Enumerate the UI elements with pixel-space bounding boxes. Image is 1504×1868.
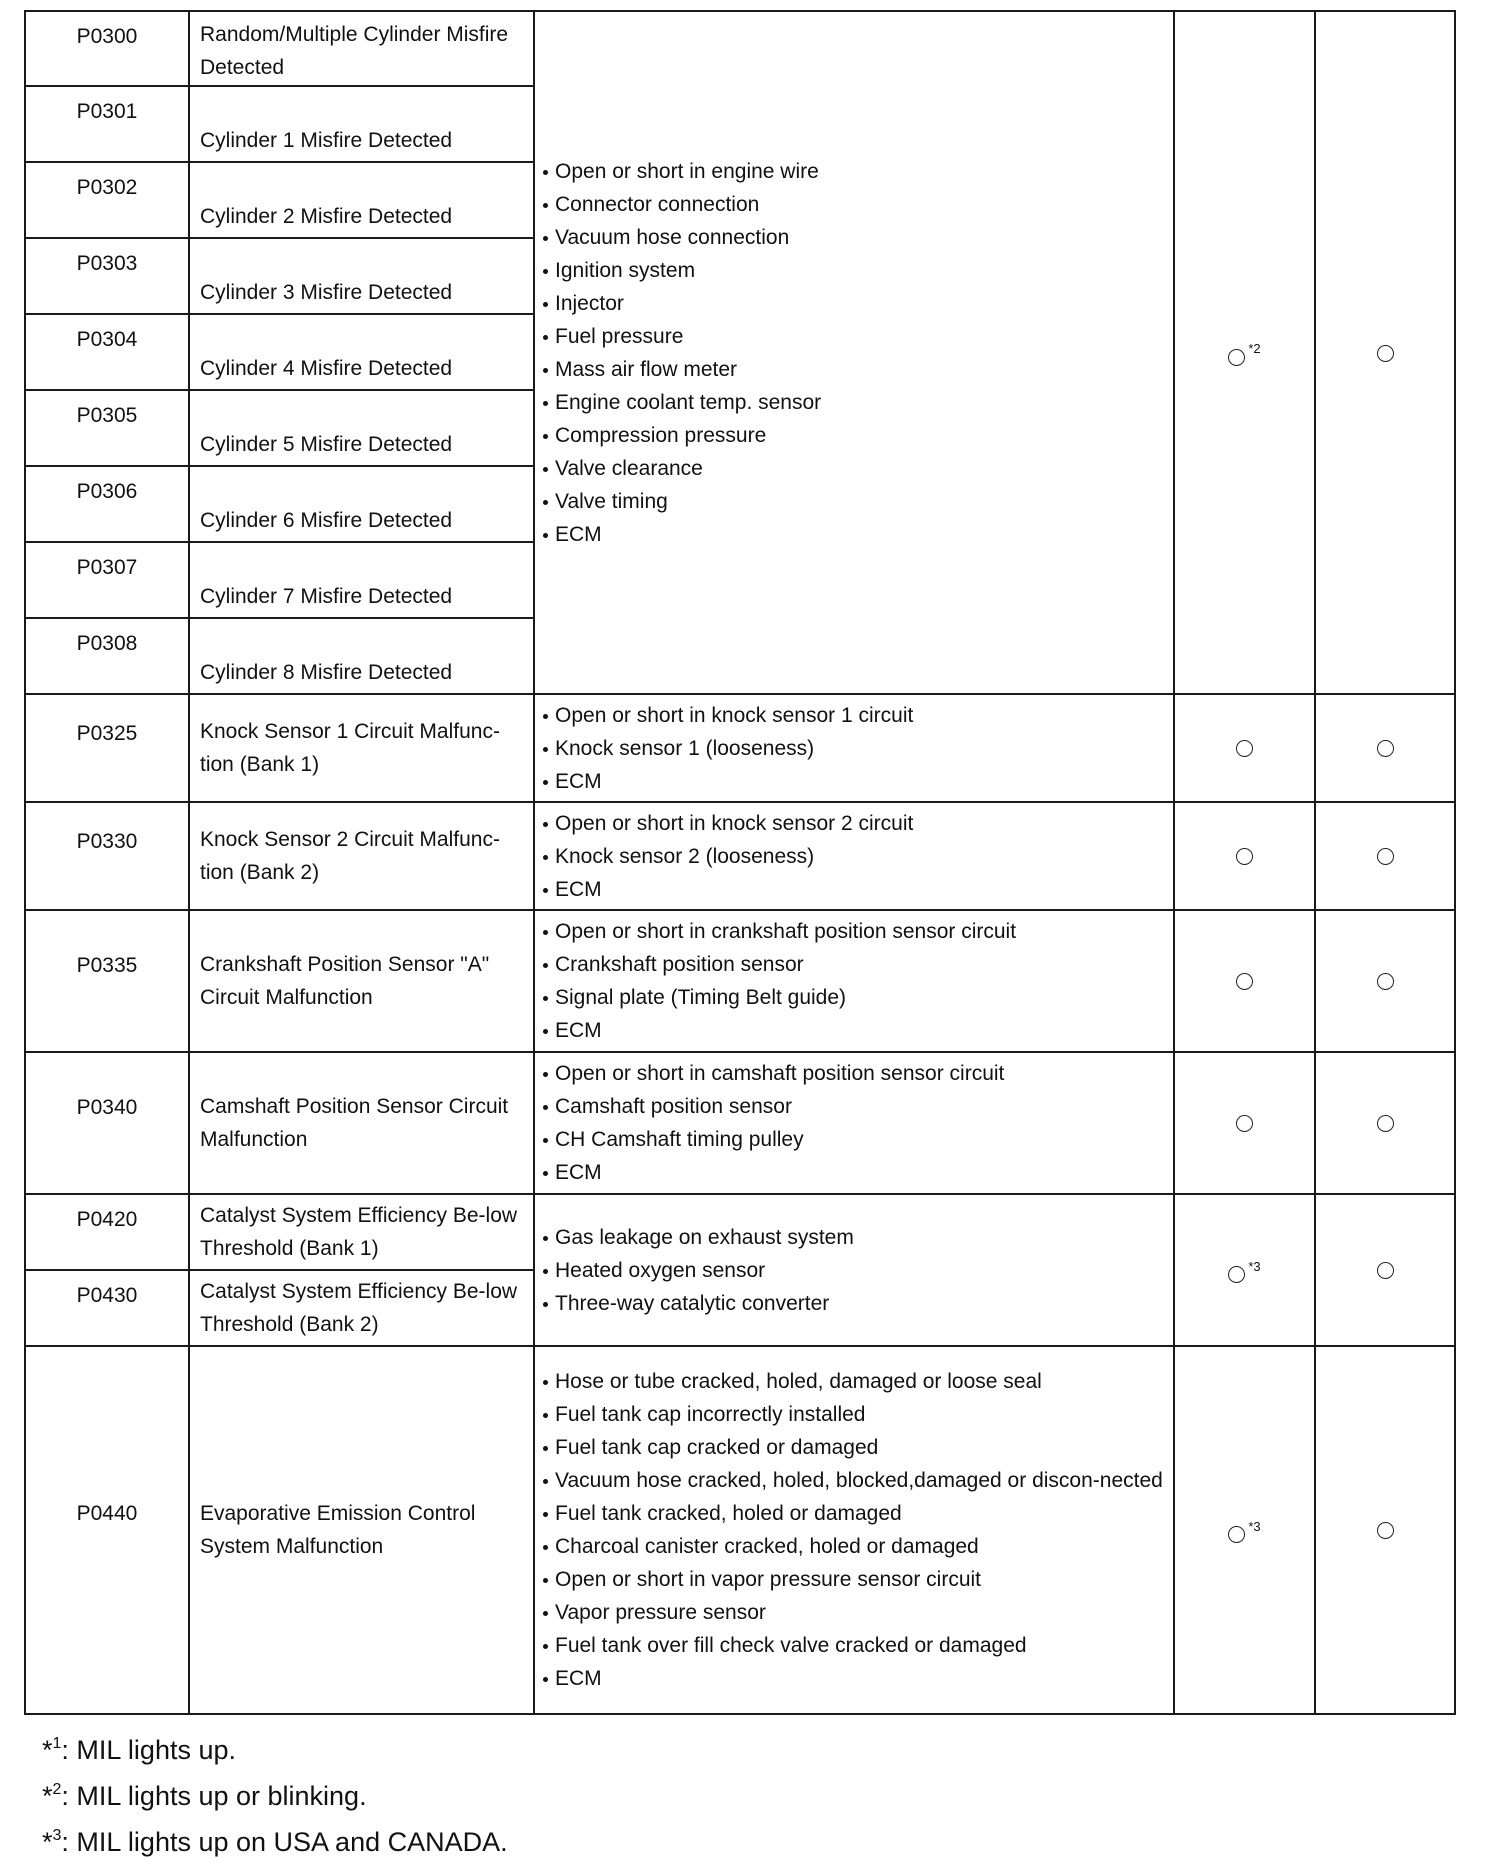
- circle-icon: [1236, 1115, 1253, 1132]
- trouble-area-cell: [534, 910, 1174, 1052]
- mil-mark: [1174, 1194, 1315, 1346]
- footnote: [42, 1816, 508, 1862]
- table-row: [25, 1052, 1455, 1194]
- footnote-text: : MIL lights up or blinking.: [61, 1781, 367, 1811]
- trouble-area-item: Vacuum hose cracked, holed, blocked,damaged or discon-nected: [541, 1464, 1163, 1497]
- note-reference: *3: [1248, 1258, 1261, 1274]
- footnote: [42, 1724, 508, 1770]
- trouble-area-item: Mass air flow meter: [541, 353, 1163, 386]
- trouble-area-item: Engine coolant temp. sensor: [541, 386, 1163, 419]
- circle-icon: [1236, 973, 1253, 990]
- circle-icon: [1228, 1266, 1245, 1283]
- mil-mark: [1174, 11, 1315, 694]
- circle-icon: [1377, 1262, 1394, 1279]
- trouble-area-item: Open or short in vapor pressure sensor circuit: [541, 1563, 1163, 1596]
- mil-mark: [1174, 694, 1315, 802]
- dtc-code: P0335: [25, 910, 189, 1052]
- memory-mark: [1315, 1194, 1455, 1346]
- trouble-area-item: Signal plate (Timing Belt guide): [541, 981, 1163, 1014]
- trouble-area-cell: [534, 1052, 1174, 1194]
- dtc-code: P0325: [25, 694, 189, 802]
- trouble-area-cell: [534, 11, 1174, 694]
- note-reference: *3: [1248, 1518, 1261, 1534]
- mil-mark: [1174, 1052, 1315, 1194]
- trouble-area-item: Knock sensor 2 (looseness): [541, 840, 1163, 873]
- trouble-area-item: Connector connection: [541, 188, 1163, 221]
- circle-icon: [1377, 973, 1394, 990]
- detection-item: Camshaft Position Sensor Circuit Malfunction: [189, 1052, 534, 1194]
- footnotes: [42, 1724, 508, 1862]
- detection-item: Cylinder 7 Misfire Detected: [189, 542, 534, 618]
- table-row: [25, 694, 1455, 802]
- trouble-area-item: Open or short in engine wire: [541, 155, 1163, 188]
- circle-icon: [1377, 1522, 1394, 1539]
- memory-mark: [1315, 1052, 1455, 1194]
- trouble-area-item: Valve timing: [541, 485, 1163, 518]
- detection-item: Catalyst System Efficiency Be-low Threshold (Bank 2): [189, 1270, 534, 1346]
- circle-icon: [1228, 349, 1245, 366]
- trouble-area-cell: [534, 1346, 1174, 1714]
- trouble-area-cell: [534, 694, 1174, 802]
- trouble-area-item: Fuel pressure: [541, 320, 1163, 353]
- detection-item: Cylinder 3 Misfire Detected: [189, 238, 534, 314]
- dtc-code: P0301: [25, 86, 189, 162]
- trouble-area-item: Injector: [541, 287, 1163, 320]
- detection-item: Knock Sensor 1 Circuit Malfunc-tion (Bank 1): [189, 694, 534, 802]
- trouble-area-item: Open or short in crankshaft position sensor circuit: [541, 915, 1163, 948]
- footnote-mark: *: [42, 1781, 53, 1811]
- circle-icon: [1377, 345, 1394, 362]
- trouble-area-cell: [534, 1194, 1174, 1346]
- trouble-area-item: ECM: [541, 873, 1163, 906]
- circle-icon: [1236, 740, 1253, 757]
- trouble-area-item: ECM: [541, 765, 1163, 798]
- detection-item: Cylinder 1 Misfire Detected: [189, 86, 534, 162]
- trouble-area-item: Gas leakage on exhaust system: [541, 1221, 1163, 1254]
- dtc-code: P0306: [25, 466, 189, 542]
- trouble-area-item: Three-way catalytic converter: [541, 1287, 1163, 1320]
- footnote-mark: *: [42, 1827, 53, 1857]
- circle-icon: [1236, 848, 1253, 865]
- detection-item: Cylinder 4 Misfire Detected: [189, 314, 534, 390]
- detection-item: Knock Sensor 2 Circuit Malfunc-tion (Bank 2): [189, 802, 534, 910]
- trouble-area-item: Fuel tank cap cracked or damaged: [541, 1431, 1163, 1464]
- mil-mark: [1174, 910, 1315, 1052]
- dtc-code: P0308: [25, 618, 189, 694]
- detection-item: Cylinder 6 Misfire Detected: [189, 466, 534, 542]
- dtc-code: P0305: [25, 390, 189, 466]
- trouble-area-item: Open or short in knock sensor 2 circuit: [541, 807, 1163, 840]
- footnote: [42, 1770, 508, 1816]
- trouble-area-item: Camshaft position sensor: [541, 1090, 1163, 1123]
- dtc-code: P0304: [25, 314, 189, 390]
- trouble-area-item: ECM: [541, 1156, 1163, 1189]
- trouble-area-item: Crankshaft position sensor: [541, 948, 1163, 981]
- dtc-table: [24, 10, 1456, 1715]
- trouble-area-item: Heated oxygen sensor: [541, 1254, 1163, 1287]
- trouble-area-item: Knock sensor 1 (looseness): [541, 732, 1163, 765]
- trouble-area-list: [541, 155, 1163, 551]
- circle-icon: [1228, 1526, 1245, 1543]
- note-reference: *2: [1248, 341, 1261, 356]
- trouble-area-item: Vapor pressure sensor: [541, 1596, 1163, 1629]
- dtc-code: P0300: [25, 11, 189, 86]
- detection-item: Cylinder 2 Misfire Detected: [189, 162, 534, 238]
- table-row: [25, 1346, 1455, 1714]
- trouble-area-item: Fuel tank over fill check valve cracked or damaged: [541, 1629, 1163, 1662]
- table-row: [25, 802, 1455, 910]
- detection-item: Evaporative Emission Control System Malfunction: [189, 1346, 534, 1714]
- detection-item: Cylinder 5 Misfire Detected: [189, 390, 534, 466]
- trouble-area-list: [541, 1221, 1163, 1320]
- trouble-area-item: Vacuum hose connection: [541, 221, 1163, 254]
- trouble-area-list: [541, 699, 1163, 798]
- dtc-code: P0303: [25, 238, 189, 314]
- trouble-area-item: ECM: [541, 518, 1163, 551]
- dtc-code: P0330: [25, 802, 189, 910]
- table-row: [25, 1194, 1455, 1270]
- detection-item: Catalyst System Efficiency Be-low Threshold (Bank 1): [189, 1194, 534, 1270]
- trouble-area-cell: [534, 802, 1174, 910]
- dtc-code: P0420: [25, 1194, 189, 1270]
- mil-mark: [1174, 1346, 1315, 1714]
- trouble-area-list: [541, 915, 1163, 1047]
- footnote-number: 2: [52, 1781, 62, 1798]
- trouble-area-item: Charcoal canister cracked, holed or damaged: [541, 1530, 1163, 1563]
- dtc-code: P0340: [25, 1052, 189, 1194]
- circle-icon: [1377, 1115, 1394, 1132]
- trouble-area-item: ECM: [541, 1662, 1163, 1695]
- memory-mark: [1315, 694, 1455, 802]
- trouble-area-item: Fuel tank cap incorrectly installed: [541, 1398, 1163, 1431]
- trouble-area-item: Ignition system: [541, 254, 1163, 287]
- trouble-area-list: [541, 1365, 1163, 1695]
- footnote-text: : MIL lights up on USA and CANADA.: [61, 1827, 508, 1857]
- detection-item: Cylinder 8 Misfire Detected: [189, 618, 534, 694]
- trouble-area-item: Compression pressure: [541, 419, 1163, 452]
- circle-icon: [1377, 740, 1394, 757]
- memory-mark: [1315, 11, 1455, 694]
- circle-icon: [1377, 848, 1394, 865]
- trouble-area-item: Open or short in camshaft position sensor circuit: [541, 1057, 1163, 1090]
- trouble-area-list: [541, 807, 1163, 906]
- memory-mark: [1315, 1346, 1455, 1714]
- memory-mark: [1315, 802, 1455, 910]
- footnote-mark: *: [42, 1735, 53, 1765]
- footnote-text: : MIL lights up.: [61, 1735, 236, 1765]
- trouble-area-item: Hose or tube cracked, holed, damaged or loose seal: [541, 1365, 1163, 1398]
- footnote-number: 1: [52, 1735, 62, 1752]
- detection-item: Random/Multiple Cylinder Misfire Detected: [189, 11, 534, 86]
- table-row: [25, 910, 1455, 1052]
- dtc-code: P0302: [25, 162, 189, 238]
- mil-mark: [1174, 802, 1315, 910]
- footnote-number: 3: [52, 1827, 62, 1844]
- trouble-area-item: Fuel tank cracked, holed or damaged: [541, 1497, 1163, 1530]
- dtc-code: P0307: [25, 542, 189, 618]
- trouble-area-item: Open or short in knock sensor 1 circuit: [541, 699, 1163, 732]
- memory-mark: [1315, 910, 1455, 1052]
- trouble-area-item: CH Camshaft timing pulley: [541, 1123, 1163, 1156]
- dtc-code: P0440: [25, 1346, 189, 1714]
- detection-item: Crankshaft Position Sensor "A" Circuit Malfunction: [189, 910, 534, 1052]
- trouble-area-list: [541, 1057, 1163, 1189]
- table-row: [25, 11, 1455, 86]
- dtc-code: P0430: [25, 1270, 189, 1346]
- trouble-area-item: ECM: [541, 1014, 1163, 1047]
- trouble-area-item: Valve clearance: [541, 452, 1163, 485]
